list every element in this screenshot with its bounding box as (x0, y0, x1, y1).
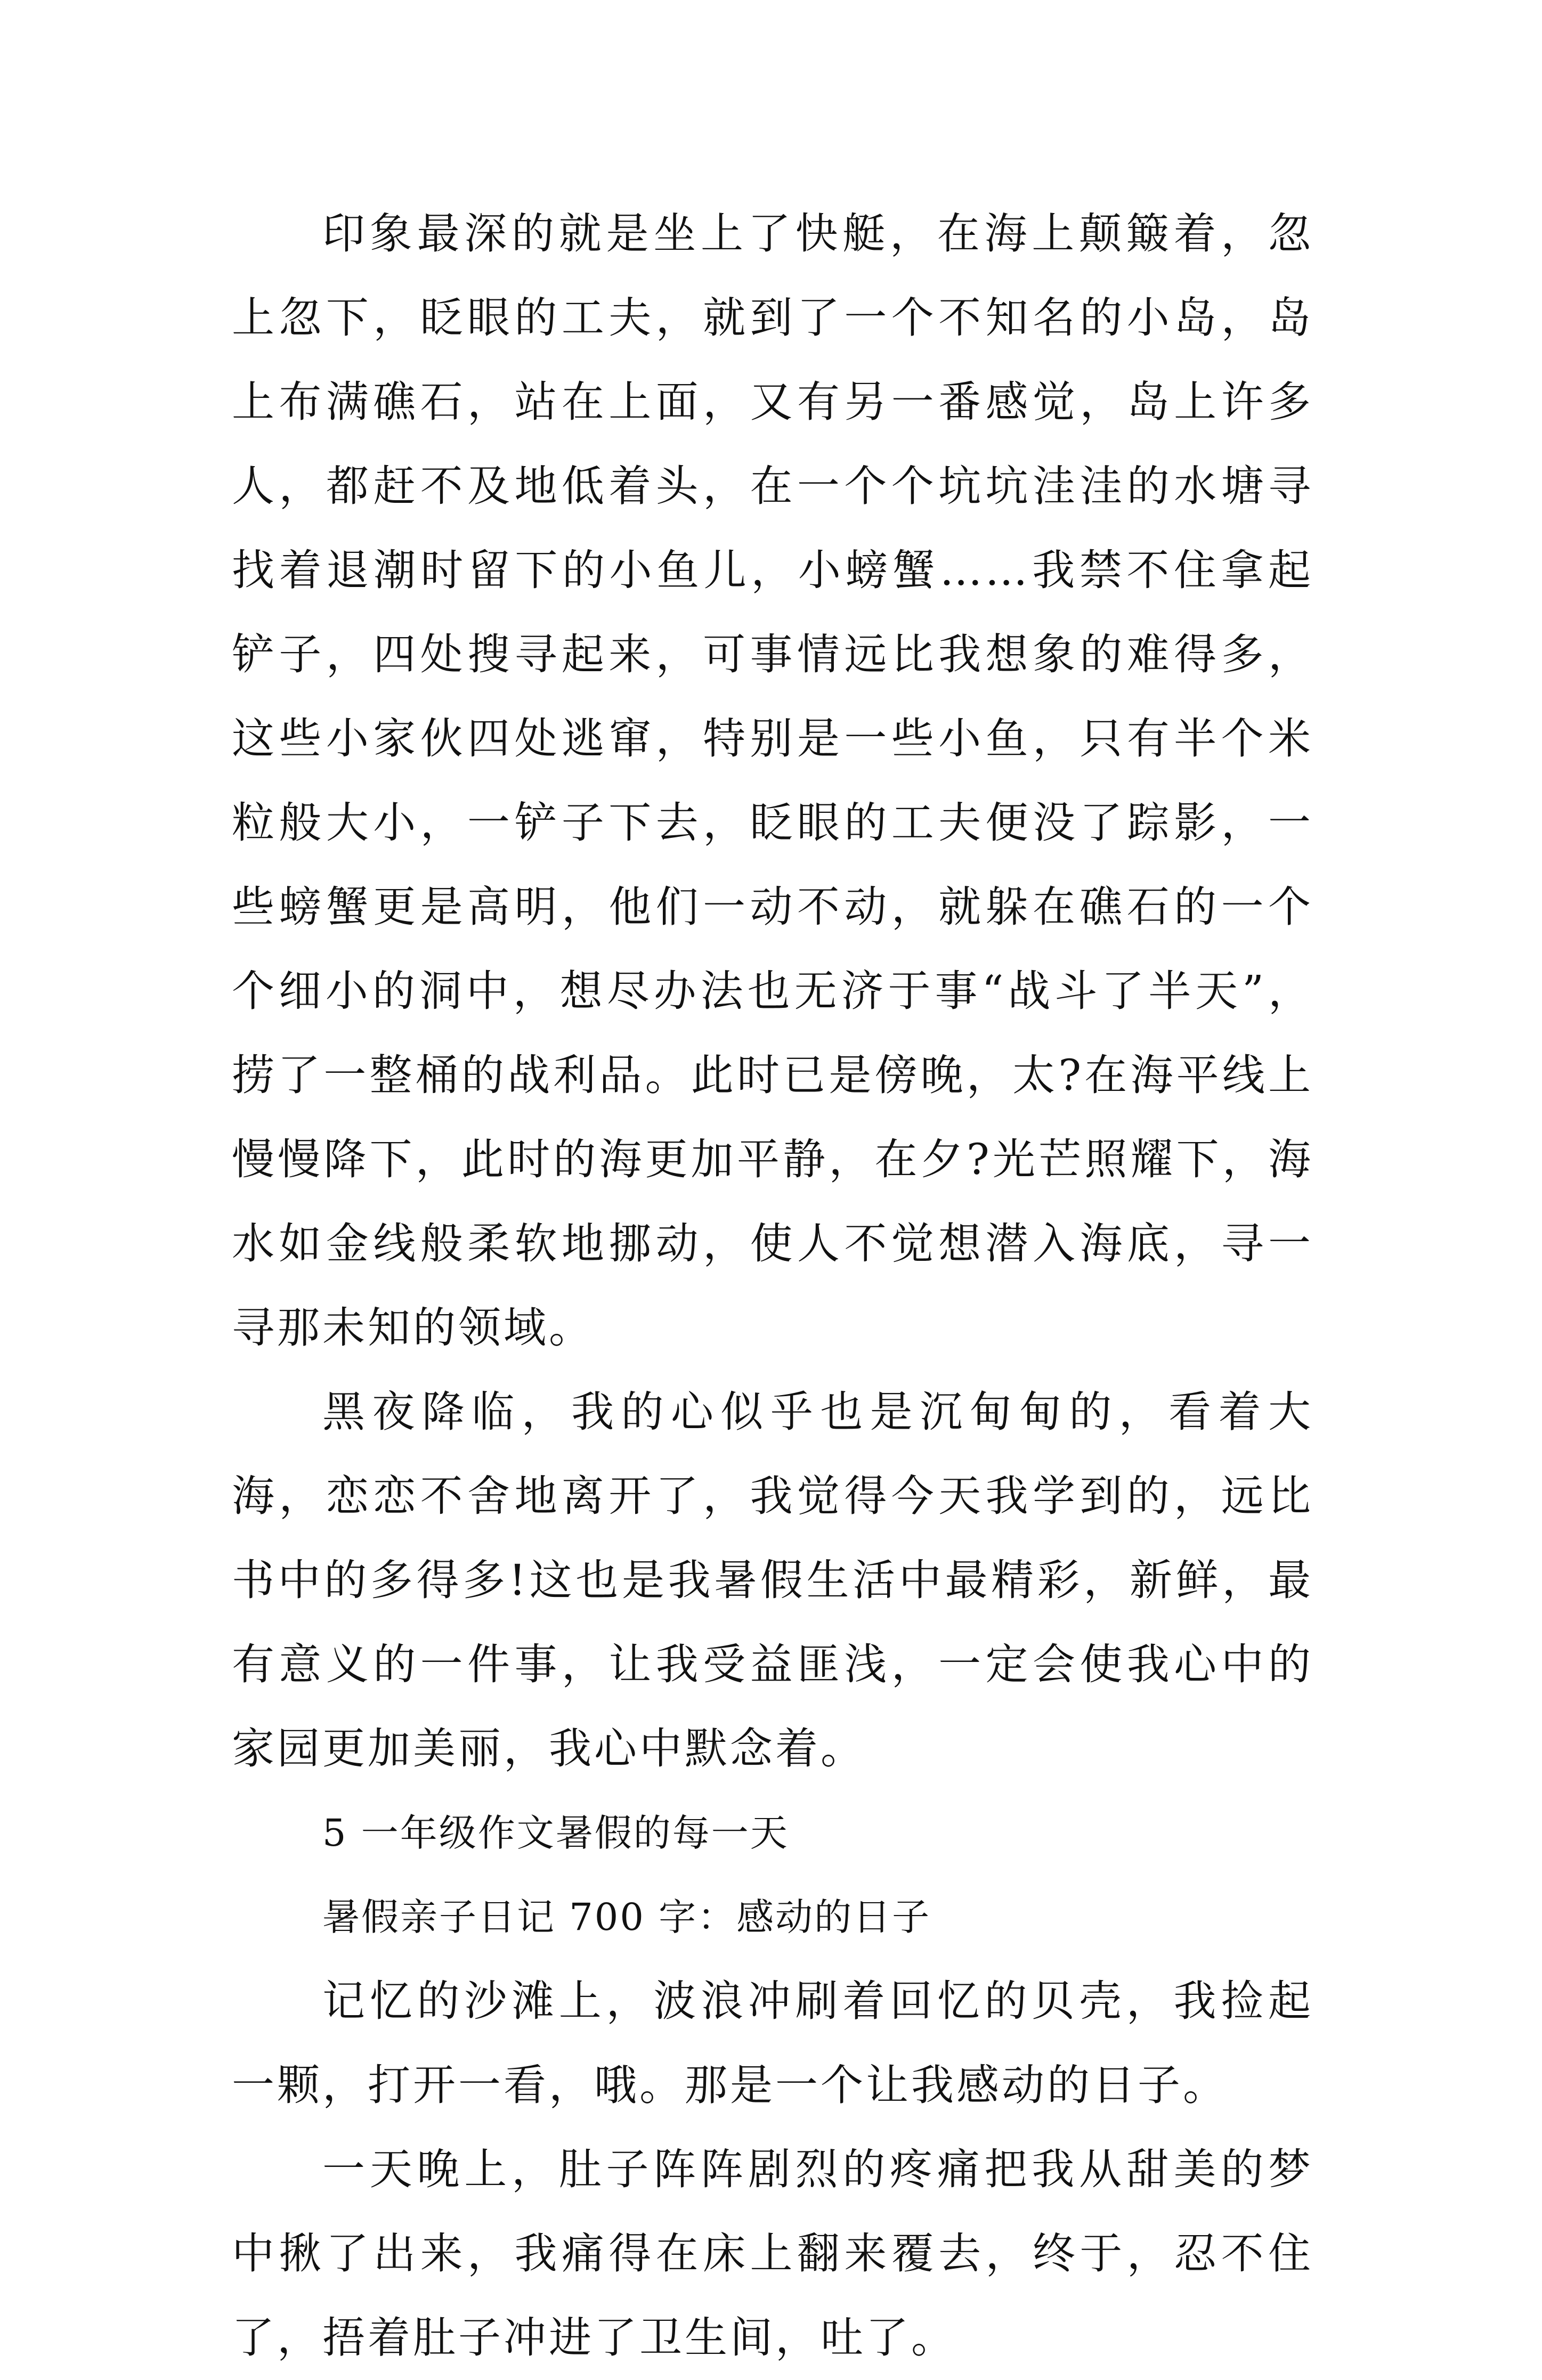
paragraph: 一天晚上，肚子阵阵剧烈的疼痛把我从甜美的梦中揪了出来，我痛得在床上翻来覆去，终于，忍不住了，捂着肚子冲进了卫生间，吐了。 (232, 2145, 1313, 2362)
document-body (232, 192, 1313, 2380)
article-title: 暑假亲子日记 700 字：感动的日子 (322, 1895, 931, 1939)
paragraph: 黑夜降临，我的心似乎也是沉甸甸的，看着大海，恋恋不舍地离开了，我觉得今天我学到的，远比书中的多得多!这也是我暑假生活中最精彩，新鲜，最有意义的一件事，让我受益匪浅，一定会使我心中的家园更加美丽，我心中默念着。 (232, 1387, 1313, 1773)
section-heading: 5 一年级作文暑假的每一天 (322, 1811, 789, 1855)
paragraph: 印象最深的就是坐上了快艇，在海上颠簸着，忽上忽下，眨眼的工夫，就到了一个不知名的小岛，岛上布满礁石，站在上面，又有另一番感觉，岛上许多人，都赶不及地低着头，在一个个坑坑洼洼的水塘寻找着退潮时留下的小鱼儿，小螃蟹……我禁不住拿起铲子，四处搜寻起来，可事情远比我想象的难得多，这些小家伙四处逃窜，特别是一些小鱼，只有半个米粒般大小，一铲子下去，眨眼的工夫便没了踪影，一些螃蟹更是高明，他们一动不动，就躲在礁石的一个个细小的洞中，想尽办法也无济于事“战斗了半天”，捞了一整桶的战利品。此时已是傍晚，太?在海平线上慢慢降下，此时的海更加平静，在夕?光芒照耀下，海水如金线般柔软地挪动，使人不觉想潜入海底，寻一寻那未知的领域。 (232, 209, 1313, 1352)
paragraph: 记忆的沙滩上，波浪冲刷着回忆的贝壳，我捡起一颗，打开一看，哦。那是一个让我感动的日子。 (232, 1976, 1313, 2110)
